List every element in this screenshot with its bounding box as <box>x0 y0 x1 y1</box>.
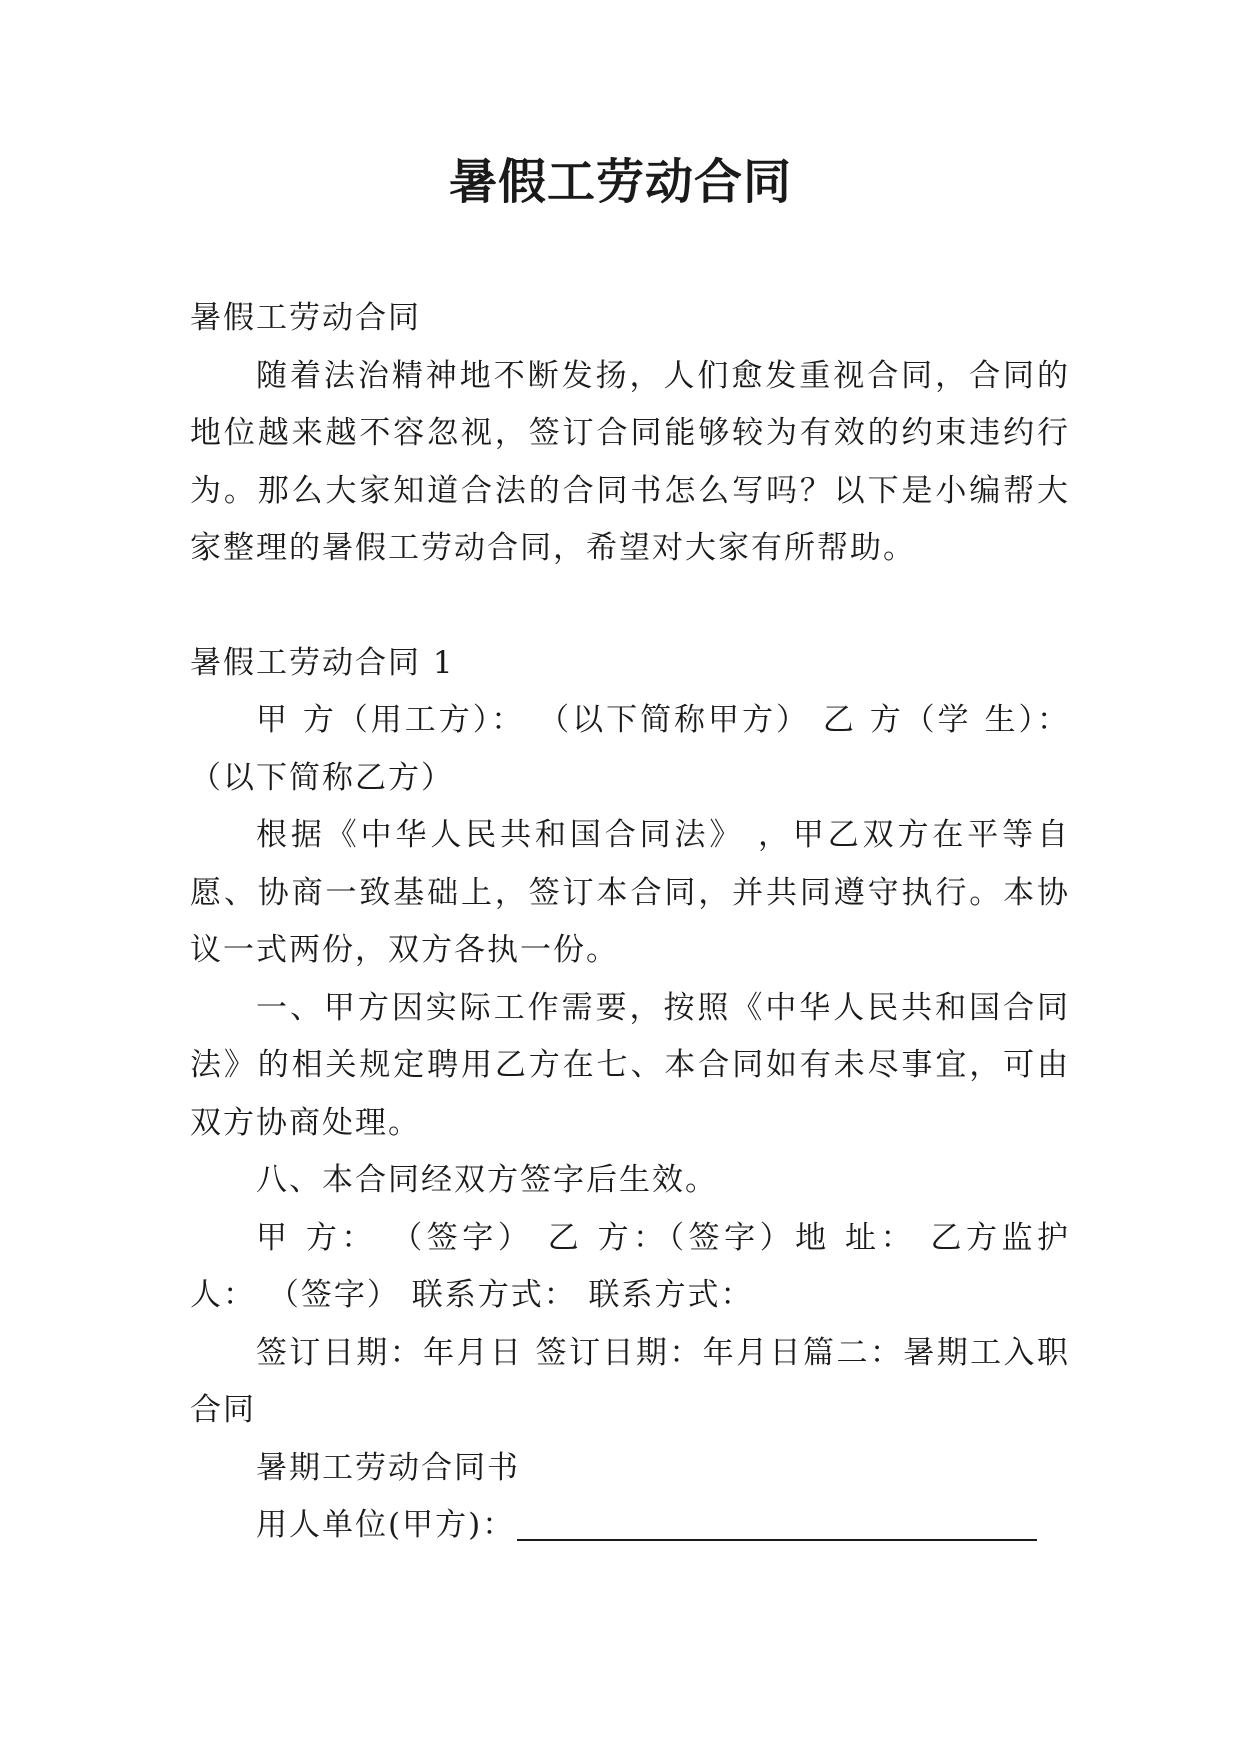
document-title: 暑假工劳动合同 <box>448 154 792 210</box>
document-body <box>190 290 1070 1555</box>
spacer <box>190 578 1070 635</box>
paragraph-subtitle: 暑期工劳动合同书 <box>256 1449 520 1486</box>
paragraph-signatures: 甲 方： （签字） 乙 方：（签字）地 址： 乙方监护人： （签字） 联系方式： 联系方式： <box>190 1219 1070 1313</box>
paragraph-intro: 随着法治精神地不断发扬，人们愈发重视合同，合同的地位越来越不容忽视，签订合同能够较为有效的约束违约行为。那么大家知道合法的合同书怎么写吗？以下是小编帮大家整理的暑假工劳动合同，希望对大家有所帮助。 <box>190 357 1070 566</box>
paragraph-basis: 根据《中华人民共和国合同法》 ，甲乙双方在平等自愿、协商一致基础上，签订本合同，并共同遵守执行。本协议一式两份，双方各执一份。 <box>190 817 1070 968</box>
paragraph-clause-1: 一、甲方因实际工作需要，按照《中华人民共和国合同法》的相关规定聘用乙方在七、本合同如有未尽事宜，可由双方协商处理。 <box>190 989 1070 1141</box>
paragraph-parties: 甲 方（用工方）： （以下简称甲方） 乙 方（学 生）：（以下简称乙方） <box>190 702 1070 796</box>
employer-label: 用人单位(甲方)： <box>256 1507 516 1543</box>
paragraph-clause-8: 八、本合同经双方签字后生效。 <box>256 1162 718 1198</box>
paragraph-heading: 暑假工劳动合同 <box>190 300 421 336</box>
paragraph-employer-line <box>190 1497 1070 1555</box>
paragraph-sign-date: 签订日期：年月日 签订日期：年月日篇二：暑期工入职合同 <box>190 1334 1070 1428</box>
employer-blank-line <box>517 1501 1037 1541</box>
section-heading: 暑假工劳动合同 1 <box>190 644 455 681</box>
